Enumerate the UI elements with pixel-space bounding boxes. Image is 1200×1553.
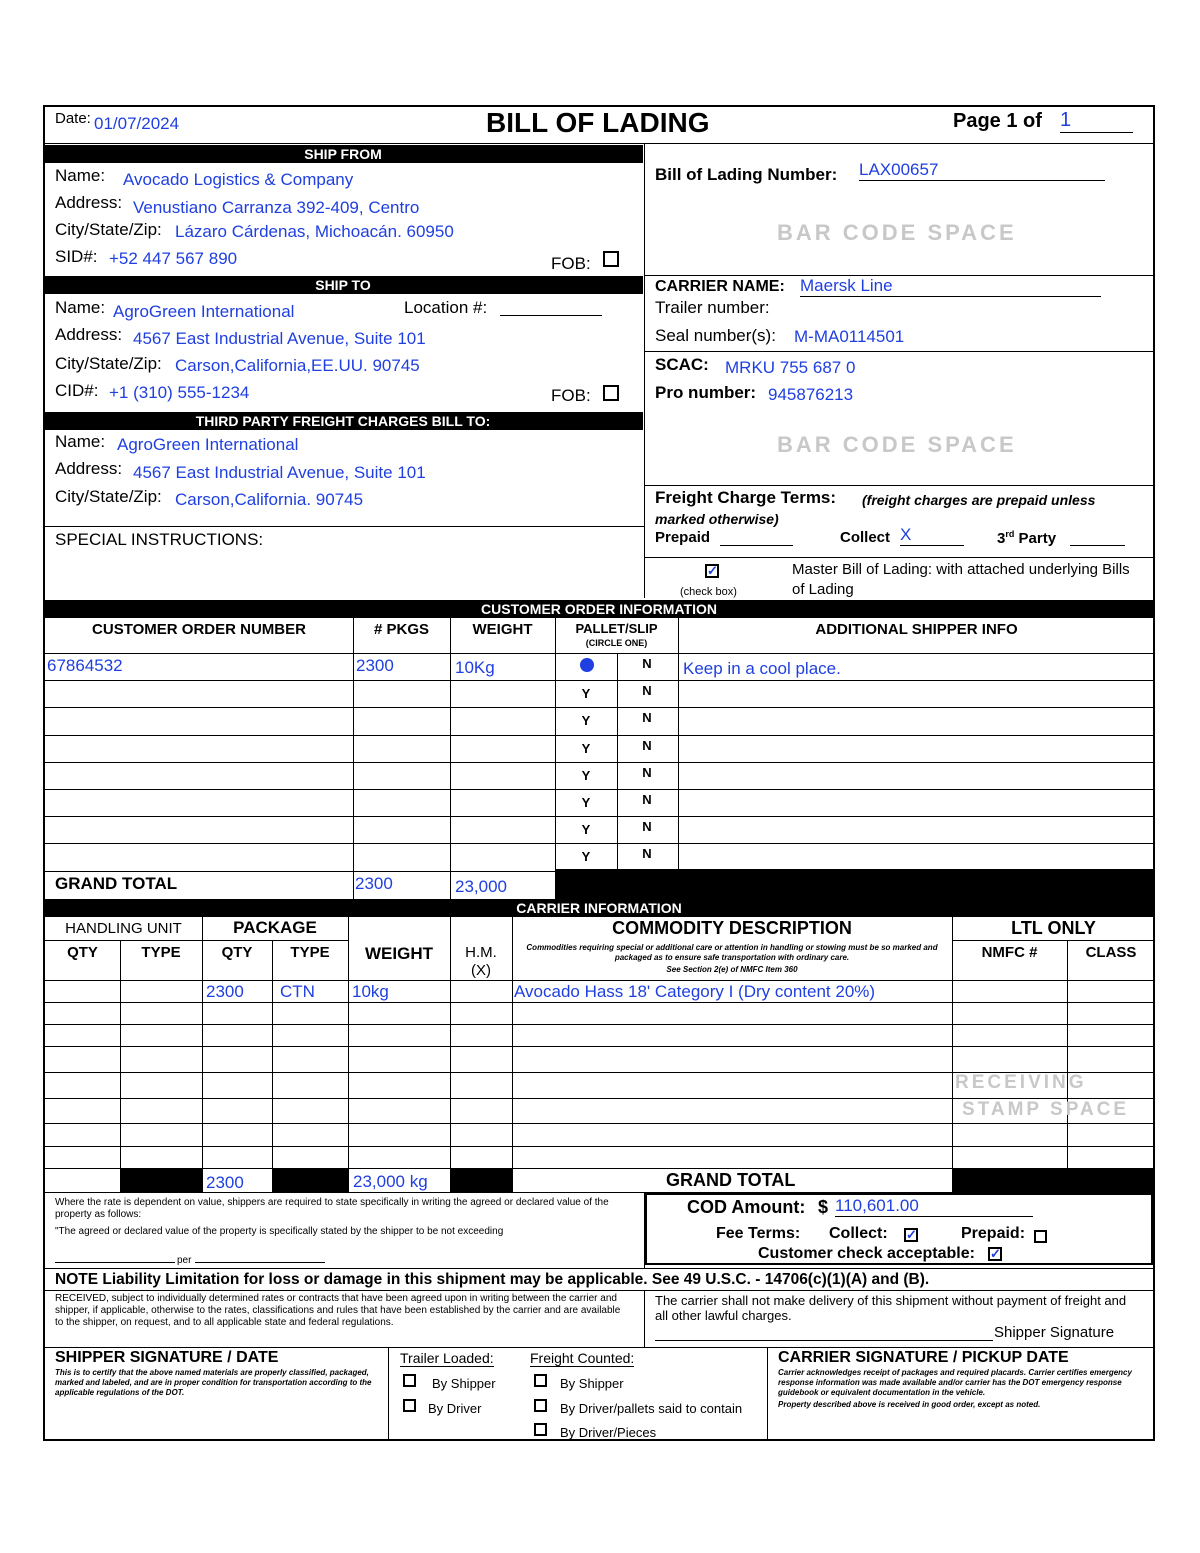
ship-from-bar: SHIP FROM (43, 145, 643, 163)
col-hu-type: TYPE (141, 944, 181, 961)
ship-from-sid: +52 447 567 890 (109, 249, 238, 268)
pallet-y: Y (581, 713, 591, 729)
order-row-number: 67864532 (47, 656, 123, 675)
col-pkg-type: TYPE (290, 944, 330, 961)
master-bol-checkbox[interactable]: ✓ (707, 563, 718, 578)
col-commodity-description: COMMODITY DESCRIPTION (612, 918, 852, 938)
receiving-stamp-1: RECEIVING (955, 1072, 1087, 1093)
col-hu-qty: QTY (67, 944, 98, 961)
shipper-sign-title: SHIPPER SIGNATURE / DATE (55, 1349, 279, 1366)
third-party-name-label: Name: (55, 432, 106, 451)
trailer-by-driver-checkbox[interactable] (403, 1399, 416, 1412)
carrier-row1-weight: 10kg (352, 982, 389, 1001)
pallet-n: N (642, 792, 652, 807)
bol-barcode-space: BAR CODE SPACE (777, 220, 1017, 245)
col-customer-order-number: CUSTOMER ORDER NUMBER (92, 621, 306, 638)
date-value: 01/07/2024 (94, 114, 180, 133)
order-row-pkgs: 2300 (356, 656, 394, 675)
ship-to-address: 4567 East Industrial Avenue, Suite 101 (133, 329, 426, 348)
pallet-n: N (642, 819, 652, 835)
third-party-name: AgroGreen International (117, 435, 299, 454)
pallet-y: Y (581, 767, 591, 783)
ship-to-fob-label: FOB: (551, 386, 591, 405)
cod-currency: $ (818, 1197, 829, 1217)
carrier-row1-pkg-qty: 2300 (206, 982, 244, 1001)
ship-to-bar: SHIP TO (43, 276, 643, 294)
third-party-rest: Party (1014, 530, 1057, 547)
col-weight: WEIGHT (472, 621, 533, 638)
freight-counted-title: Freight Counted: (530, 1350, 635, 1366)
cod-amount: 110,601.00 (835, 1196, 1033, 1217)
freight-by-driver-pieces-checkbox[interactable] (534, 1423, 547, 1436)
ship-from-address: Venustiano Carranza 392-409, Centro (133, 198, 420, 217)
third-party-city-label: City/State/Zip: (55, 487, 162, 506)
commodity-note: Commodities requiring special or additional care or attention in handling or stowing must be so marked and packaged as to ensure safe transportation with ordinary care. (526, 943, 938, 962)
col-ltl-only: LTL ONLY (1011, 918, 1096, 938)
bol-number-label: Bill of Lading Number: (655, 165, 838, 184)
pro-number: 945876213 (768, 385, 854, 404)
pallet-n: N (642, 737, 652, 753)
trailer-by-shipper-checkbox[interactable] (403, 1374, 416, 1387)
ship-to-address-label: Address: (55, 325, 123, 344)
col-hm-x: (X) (471, 962, 491, 979)
ship-to-name: AgroGreen International (113, 302, 295, 321)
pallet-n: N (642, 710, 652, 726)
order-total-filler (555, 869, 1155, 899)
freight-by-shipper-checkbox[interactable] (534, 1374, 547, 1387)
received-text: RECEIVED, subject to individually determined rates or contracts that have been agreed upon in writing between the carrier and shipper, if applicable, otherwise to the rates, classifications and rules that have been established by the carrier and are available to the shipper, on request, and to all applicable state and federal regulations. (55, 1293, 621, 1328)
ship-from-name: Avocado Logistics & Company (123, 170, 354, 189)
trailer-loaded-title: Trailer Loaded: (400, 1350, 494, 1366)
ship-to-city: Carson,California,EE.UU. 90745 (175, 356, 420, 375)
col-hm: H.M. (465, 944, 497, 961)
order-total-weight: 23,000 (455, 877, 507, 896)
pallet-selected-dot (580, 658, 594, 672)
freight-terms-title: Freight Charge Terms: (655, 488, 837, 507)
pallet-y: Y (581, 686, 591, 702)
check-box-label: (check box) (680, 586, 737, 598)
pallet-n: N (642, 683, 652, 699)
ship-from-name-label: Name: (55, 166, 106, 185)
collect-label: Collect (840, 529, 891, 546)
pallet-n: N (642, 846, 652, 862)
carrier-barcode-space: BAR CODE SPACE (777, 432, 1017, 457)
pallet-y: Y (581, 740, 591, 756)
carrier-info-bar: CARRIER INFORMATION (43, 899, 1155, 917)
col-pkg-qty: QTY (221, 944, 253, 961)
customer-check-checkbox[interactable]: ✓ (990, 1246, 1001, 1261)
freight-terms-note: (freight charges are prepaid unless marked otherwise) (655, 492, 1096, 527)
col-circle-one: (CIRCLE ONE) (585, 638, 648, 648)
col-handling-unit: HANDLING UNIT (65, 920, 182, 937)
seal-number-label: Seal number(s): (655, 326, 776, 345)
trailer-by-driver-label: By Driver (428, 1401, 482, 1416)
declared-value-per: per (177, 1255, 192, 1266)
collect-mark: X (900, 525, 964, 546)
page-total: 1 (1060, 109, 1133, 133)
receiving-stamp-2: STAMP SPACE (962, 1099, 1130, 1120)
commodity-ref: See Section 2(e) of NMFC Item 360 (666, 965, 798, 974)
carrier-row1-pkg-type: CTN (280, 982, 315, 1001)
prepaid-label: Prepaid (655, 529, 711, 546)
carrier-name-label: CARRIER NAME: (655, 278, 785, 295)
customer-order-bar: CUSTOMER ORDER INFORMATION (43, 600, 1155, 618)
third-party-address: 4567 East Industrial Avenue, Suite 101 (133, 463, 426, 482)
special-instructions-label: SPECIAL INSTRUCTIONS: (55, 530, 264, 549)
carrier-row1-description: Avocado Hass 18' Category I (Dry content 20%) (514, 982, 876, 1001)
date-label: Date: (55, 110, 91, 127)
ship-to-cid: +1 (310) 555-1234 (109, 383, 250, 402)
carrier-sign-title: CARRIER SIGNATURE / PICKUP DATE (778, 1349, 1069, 1366)
third-party-city: Carson,California. 90745 (175, 490, 364, 509)
declared-value-text: Where the rate is dependent on value, shippers are required to state specifically in writing the agreed or declared value of the property as follows: (55, 1197, 609, 1220)
pallet-y: Y (581, 822, 591, 838)
carrier-sign-text-2: Property described above is received in good order, except as noted. (778, 1400, 1041, 1409)
third-party-address-label: Address: (55, 459, 123, 478)
order-row-info: Keep in a cool place. (683, 659, 841, 678)
pallet-y: Y (581, 795, 591, 810)
third-party-sup: rd (1005, 529, 1015, 539)
ship-from-sid-label: SID#: (55, 247, 98, 266)
ship-to-fob-checkbox[interactable] (603, 385, 619, 401)
fee-prepaid-label: Prepaid: (961, 1225, 1026, 1242)
declared-value-statement: "The agreed or declared value of the property is specifically stated by the shipper to be not exceeding (55, 1226, 504, 1237)
fee-prepaid-checkbox[interactable] (1034, 1230, 1047, 1243)
master-bol-text: Master Bill of Lading: with attached underlying Bills of Lading (792, 561, 1130, 598)
carrier-total-weight: 23,000 kg (353, 1172, 428, 1191)
third-party-label: 3 (997, 530, 1006, 547)
ship-to-cid-label: CID#: (55, 381, 99, 400)
fee-terms-label: Fee Terms: (716, 1225, 801, 1242)
trailer-by-shipper-label: By Shipper (432, 1376, 496, 1391)
pallet-n: N (642, 764, 652, 780)
pro-number-label: Pro number: (655, 383, 757, 402)
ship-from-address-label: Address: (55, 193, 123, 212)
seal-number: M-MA0114501 (794, 327, 905, 346)
cod-amount-label: COD Amount: (687, 1197, 806, 1217)
fee-collect-label: Collect: (829, 1225, 888, 1242)
customer-check-label: Customer check acceptable: (758, 1245, 975, 1262)
order-total-pkgs: 2300 (355, 874, 393, 893)
third-party-bar: THIRD PARTY FREIGHT CHARGES BILL TO: (43, 412, 643, 430)
ship-from-fob-label: FOB: (551, 254, 591, 273)
carrier-delivery-text: The carrier shall not make delivery of this shipment without payment of freight and all other lawful charges. (655, 1293, 1127, 1323)
scac-value: MRKU 755 687 0 (725, 358, 856, 377)
freight-by-driver-pieces-label: By Driver/Pieces (560, 1425, 657, 1440)
col-package: PACKAGE (233, 918, 317, 937)
col-pallet-slip: PALLET/SLIP (575, 621, 658, 636)
ship-from-fob-checkbox[interactable] (603, 251, 619, 267)
scac-label: SCAC: (655, 355, 709, 374)
bol-number: LAX00657 (859, 160, 1105, 181)
page-title: BILL OF LADING (486, 107, 710, 138)
carrier-grand-total-label: GRAND TOTAL (666, 1170, 796, 1190)
ship-from-city: Lázaro Cárdenas, Michoacán. 60950 (175, 222, 454, 241)
col-class: CLASS (1085, 944, 1137, 961)
pallet-y: Y (581, 849, 591, 865)
ship-from-city-label: City/State/Zip: (55, 220, 162, 239)
liability-note: NOTE Liability Limitation for loss or damage in this shipment may be applicable. See 49 U.S.C. - 14706(c)(1)(A) and (B). (55, 1271, 930, 1288)
fee-collect-checkbox[interactable]: ✓ (906, 1227, 917, 1242)
carrier-sign-text: Carrier acknowledges receipt of packages and required placards. Carrier certifies emergency response information was made available and/or carrier has the DOT emergency response guidebook or equivalent documentation in the vehicle. (778, 1368, 1132, 1397)
freight-by-driver-pallets-checkbox[interactable] (534, 1399, 547, 1412)
pallet-n: N (642, 656, 652, 671)
col-pkgs: # PKGS (373, 621, 430, 638)
col-weight-carrier: WEIGHT (365, 944, 433, 963)
shipper-sign-text: This is to certify that the above named materials are properly classified, packaged, marked and labeled, and are in proper condition for transportation according to the applicable regulations of the DOT. (55, 1368, 372, 1397)
order-grand-total-label: GRAND TOTAL (55, 874, 178, 893)
col-additional-shipper-info: ADDITIONAL SHIPPER INFO (815, 621, 1018, 638)
carrier-total-pkg-qty: 2300 (206, 1173, 244, 1192)
shipper-signature-label: Shipper Signature (994, 1324, 1115, 1341)
trailer-number-label: Trailer number: (655, 298, 770, 317)
ship-to-name-label: Name: (55, 298, 106, 317)
freight-by-shipper-label: By Shipper (560, 1376, 624, 1391)
order-row-weight: 10Kg (455, 658, 495, 677)
carrier-name: Maersk Line (800, 276, 1101, 297)
col-nmfc: NMFC # (981, 944, 1038, 961)
ship-to-location-label: Location #: (404, 298, 488, 317)
freight-by-driver-pallets-label: By Driver/pallets said to contain (560, 1401, 743, 1416)
ship-to-city-label: City/State/Zip: (55, 354, 162, 373)
page-number-label: Page 1 of (953, 110, 1042, 132)
